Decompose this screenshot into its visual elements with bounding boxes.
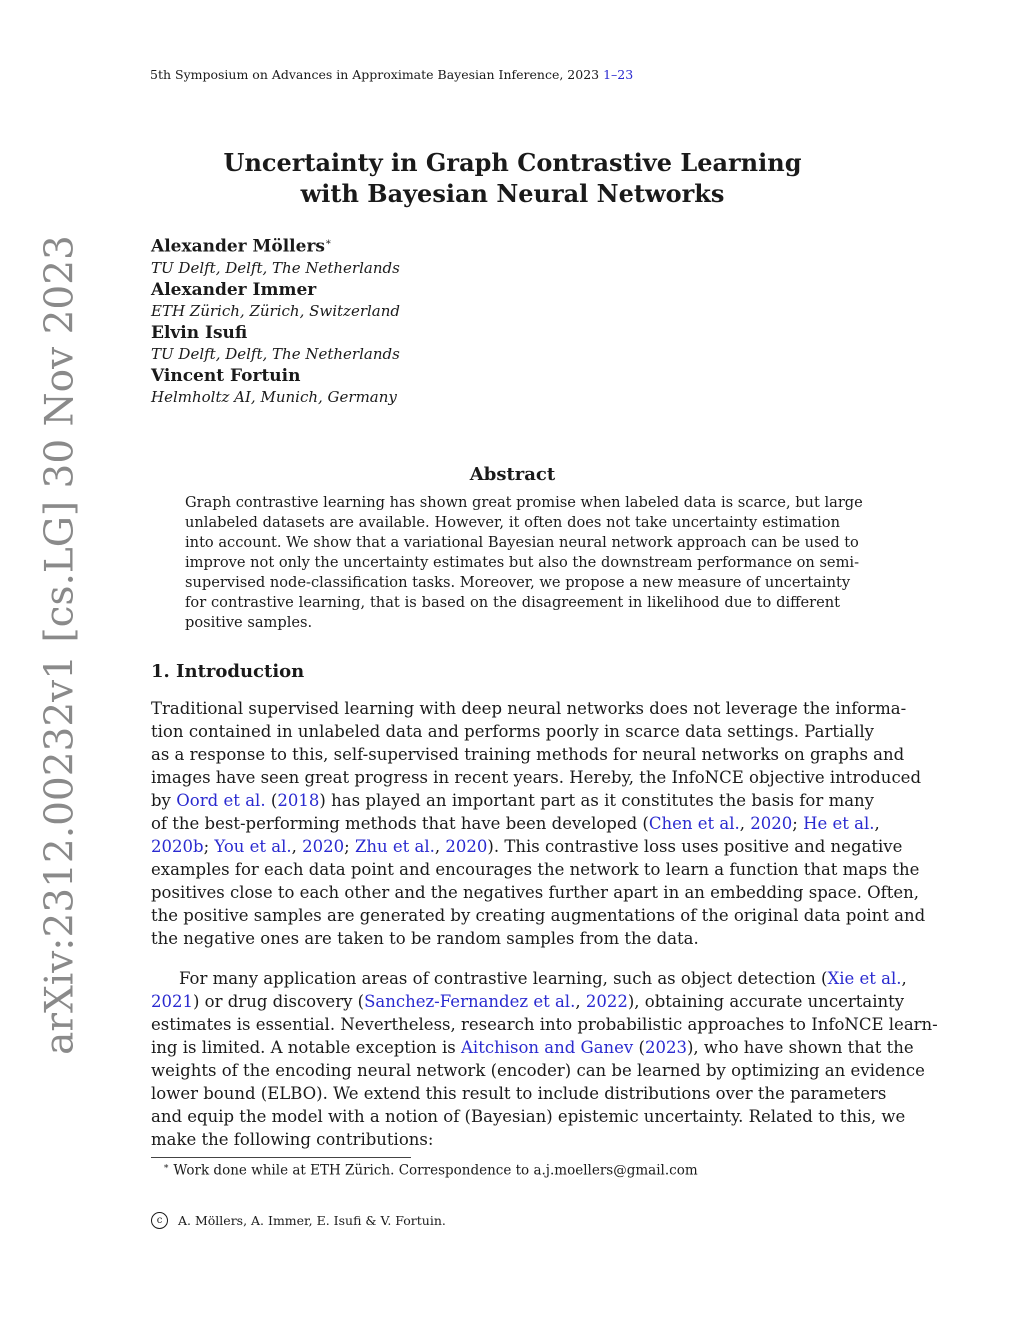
text-line: estimates is essential. Nevertheless, research into probabilistic approaches to InfoNCE learn- xyxy=(151,1015,938,1034)
author-name: Alexander Immer xyxy=(151,279,317,300)
text-line: ing is limited. A notable exception is Aitchison and Ganev (2023), who have shown that the xyxy=(151,1038,914,1057)
text-line: the positive samples are generated by creating augmentations of the original data point and xyxy=(151,906,926,925)
citation-link[interactable]: Oord et al. xyxy=(176,791,266,810)
author-affiliation: TU Delft, Delft, The Netherlands xyxy=(151,258,400,277)
footnote-marker[interactable]: ∗ xyxy=(324,237,332,248)
text-line: by Oord et al. (2018) has played an important part as it constitutes the basis for many xyxy=(151,791,874,810)
text-line: 2020b; You et al., 2020; Zhu et al., 2020). This contrastive loss uses positive and negative xyxy=(151,837,903,856)
text-line: make the following contributions: xyxy=(151,1130,434,1149)
citation-link[interactable]: 2020 xyxy=(750,814,793,833)
abstract-body xyxy=(185,493,863,633)
abstract-heading: Abstract xyxy=(469,464,556,485)
text-line: tion contained in unlabeled data and performs poorly in scarce data settings. Partially xyxy=(151,722,874,741)
title-line-2: with Bayesian Neural Networks xyxy=(300,179,725,208)
footnote: ∗ Work done while at ETH Zürich. Correspondence to a.j.moellers@gmail.com xyxy=(163,1162,698,1179)
author-affiliation: Helmholtz AI, Munich, Germany xyxy=(151,387,397,406)
footnote-marker: ∗ xyxy=(163,1162,170,1172)
citation-link[interactable]: Chen et al. xyxy=(648,814,740,833)
intro-paragraph-2 xyxy=(151,967,938,1151)
text-line: 2021) or drug discovery (Sanchez-Fernandez et al., 2022), obtaining accurate uncertainty xyxy=(151,992,905,1011)
citation-link[interactable]: 2020 xyxy=(302,837,345,856)
title-line-1: Uncertainty in Graph Contrastive Learning xyxy=(223,148,802,177)
footnote-divider xyxy=(151,1157,411,1158)
abstract-line: into account. We show that a variational Bayesian neural network approach can be used to xyxy=(185,534,859,551)
citation-link[interactable]: Xie et al. xyxy=(827,969,902,988)
intro-paragraph-1 xyxy=(151,697,926,950)
text-line: as a response to this, self-supervised training methods for neural networks on graphs and xyxy=(151,745,905,764)
text-line: and equip the model with a notion of (Bayesian) epistemic uncertainty. Related to this, we xyxy=(151,1107,906,1126)
author-entry xyxy=(151,232,400,279)
text-line: For many application areas of contrastive learning, such as object detection (Xie et al., xyxy=(179,969,907,988)
abstract-line: positive samples. xyxy=(185,614,313,631)
citation-link[interactable]: 2022 xyxy=(585,992,628,1011)
paper-title xyxy=(150,147,875,209)
text-line: lower bound (ELBO). We extend this result to include distributions over the parameters xyxy=(151,1084,887,1103)
abstract-line: unlabeled datasets are available. However, it often does not take uncertainty estimation xyxy=(185,514,840,531)
text-line: the negative ones are taken to be random samples from the data. xyxy=(151,929,699,948)
citation-link[interactable]: Zhu et al. xyxy=(354,837,435,856)
author-entry xyxy=(151,280,400,322)
text-line: positives close to each other and the negatives further apart in an embedding space. Often, xyxy=(151,883,919,902)
citation-link[interactable]: Aitchison and Ganev xyxy=(461,1038,634,1057)
page-range-link[interactable]: 1–23 xyxy=(603,67,634,82)
author-entry xyxy=(151,323,400,365)
copyright-text: A. Möllers, A. Immer, E. Isufi & V. Fortuin. xyxy=(178,1213,446,1228)
author-entry xyxy=(151,366,400,408)
citation-link[interactable]: 2021 xyxy=(151,992,193,1011)
author-affiliation: TU Delft, Delft, The Netherlands xyxy=(151,344,400,363)
abstract-line: for contrastive learning, that is based on the disagreement in likelihood due to different xyxy=(185,594,840,611)
citation-link[interactable]: 2020 xyxy=(445,837,488,856)
citation-link[interactable]: Sanchez-Fernandez et al. xyxy=(364,992,576,1011)
citation-link[interactable]: 2020b xyxy=(151,837,204,856)
section-heading-introduction: 1. Introduction xyxy=(151,661,305,682)
author-list xyxy=(151,232,400,409)
text-line: examples for each data point and encourages the network to learn a function that maps the xyxy=(151,860,920,879)
arxiv-identifier-stamp: arXiv:2312.00232v1 [cs.LG] 30 Nov 2023 xyxy=(37,235,83,1055)
text-line: images have seen great progress in recent years. Hereby, the InfoNCE objective introduced xyxy=(151,768,922,787)
copyright-icon: c xyxy=(151,1212,168,1229)
author-affiliation: ETH Zürich, Zürich, Switzerland xyxy=(151,301,400,320)
copyright-line xyxy=(151,1212,446,1229)
author-name: Alexander Möllers∗ xyxy=(151,236,332,257)
abstract-line: supervised node-classification tasks. Moreover, we propose a new measure of uncertainty xyxy=(185,574,851,591)
citation-link[interactable]: You et al. xyxy=(214,837,292,856)
text-line: weights of the encoding neural network (encoder) can be learned by optimizing an evidence xyxy=(151,1061,925,1080)
citation-link[interactable]: 2018 xyxy=(277,791,320,810)
text-line: Traditional supervised learning with deep neural networks does not leverage the informa- xyxy=(151,699,907,718)
citation-link[interactable]: 2023 xyxy=(644,1038,687,1057)
venue-header: 5th Symposium on Advances in Approximate Bayesian Inference, 2023 1–23 xyxy=(150,67,634,82)
author-name: Elvin Isufi xyxy=(151,322,248,343)
citation-link[interactable]: He et al. xyxy=(803,814,875,833)
abstract-line: improve not only the uncertainty estimates but also the downstream performance on semi- xyxy=(185,554,860,571)
text-line: of the best-performing methods that have been developed (Chen et al., 2020; He et al., xyxy=(151,814,880,833)
abstract-line: Graph contrastive learning has shown great promise when labeled data is scarce, but large xyxy=(185,494,863,511)
author-name: Vincent Fortuin xyxy=(151,365,301,386)
